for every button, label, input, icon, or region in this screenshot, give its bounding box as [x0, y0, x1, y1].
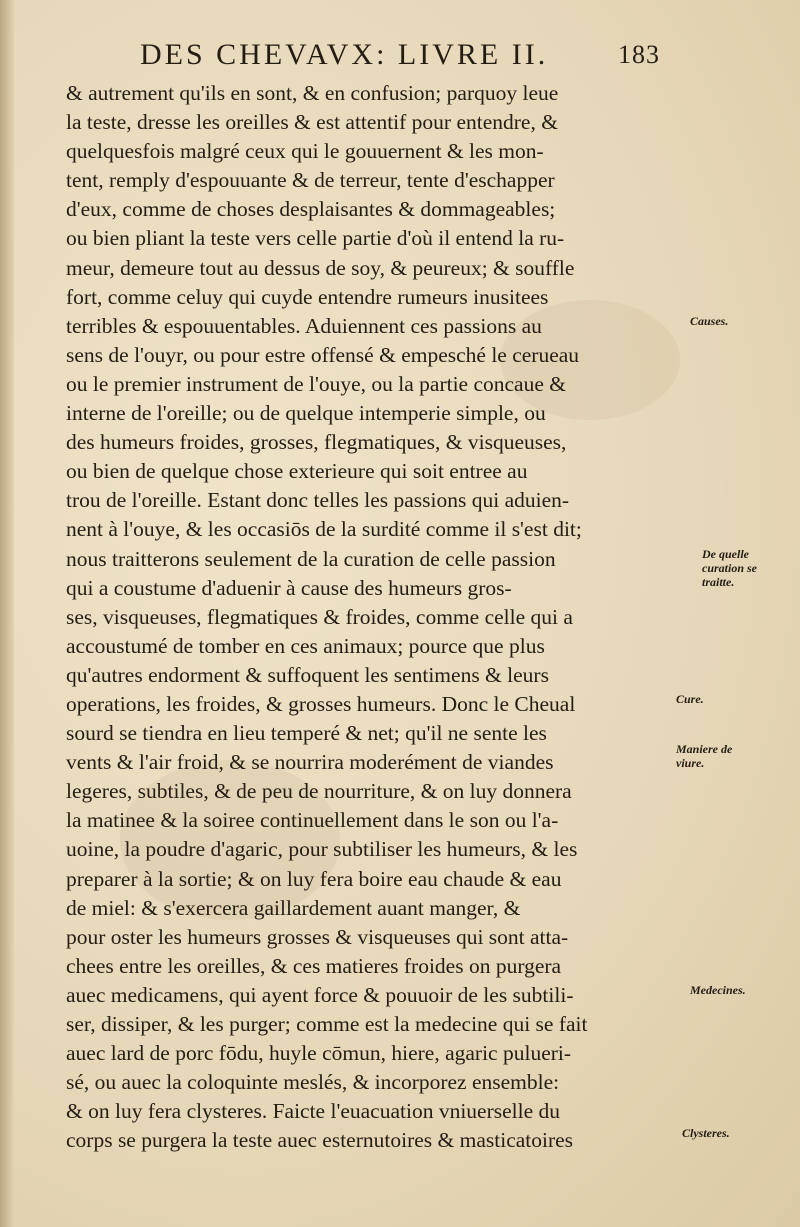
text-line: terribles & espouuentables. Aduiennent ces passions au	[66, 313, 542, 338]
text-line: la matinee & la soiree continuellement dans le son ou l'a-	[66, 808, 559, 833]
text-line: corps se purgera la teste auec esternutoires & masticatoires	[66, 1128, 574, 1153]
text-line: preparer à la sortie; & on luy fera boire eau chaude & eau	[66, 866, 562, 891]
text-line: operations, les froides, & grosses humeurs. Donc le Cheual	[66, 691, 576, 716]
margin-note-causes	[690, 314, 728, 328]
margin-note-medecines	[690, 983, 746, 997]
margin-note-line: Medecines.	[690, 983, 746, 998]
text-line: ser, dissiper, & les purger; comme est la medecine qui se fait	[66, 1012, 588, 1036]
running-title: DES CHEVAVX: LIVRE II.	[140, 38, 549, 71]
text-line: quelquesfois malgré ceux qui le gouuernent & les mon-	[66, 139, 544, 164]
text-line: meur, demeure tout au dessus de soy, & peureux; & souffle	[66, 255, 575, 280]
page-number: 183	[618, 40, 660, 69]
text-line: sourd se tiendra en lieu temperé & net; qu'il ne sente les	[66, 721, 547, 746]
text-line: tent, remply d'espouuante & de terreur, tente d'eschapper	[66, 168, 555, 193]
margin-note-clysteres	[682, 1126, 730, 1140]
margin-note-maniere-de-viure	[676, 742, 732, 770]
text-line: auec lard de porc fōdu, huyle cōmun, hiere, agaric pulueri-	[66, 1041, 572, 1066]
text-line: & autrement qu'ils en sont, & en confusion; parquoy leue	[66, 81, 559, 105]
text-line: nent à l'ouye, & les occasiōs de la surdité comme il s'est dit;	[66, 517, 582, 542]
text-line: ses, visqueuses, flegmatiques & froides, comme celle qui a	[66, 604, 573, 629]
text-line: vents & l'air froid, & se nourrira moderément de viandes	[66, 750, 554, 775]
text-line: auec medicamens, qui ayent force & pouuoir de les subtili-	[66, 982, 574, 1007]
text-line: legeres, subtiles, & de peu de nourriture, & on luy donnera	[66, 779, 572, 804]
text-line: sé, ou auec la coloquinte meslés, & incorporez ensemble:	[66, 1070, 560, 1095]
text-line: ou bien pliant la teste vers celle partie d'où il entend la ru-	[66, 226, 565, 251]
text-line: la teste, dresse les oreilles & est attentif pour entendre, &	[66, 110, 558, 135]
text-line: qu'autres endorment & suffoquent les sentimens & leurs	[66, 662, 549, 687]
text-line: pour oster les humeurs grosses & visqueuses qui sont atta-	[66, 924, 569, 949]
text-line: chees entre les oreilles, & ces matieres froides on purgera	[66, 953, 562, 978]
text-line: interne de l'oreille; ou de quelque intemperie simple, ou	[66, 401, 546, 426]
text-line: des humeurs froides, grosses, flegmatiques, & visqueuses,	[66, 430, 567, 455]
text-line: accoustumé de tomber en ces animaux; pource que plus	[66, 633, 545, 658]
text-line: ou le premier instrument de l'ouye, ou la partie concaue &	[66, 371, 566, 396]
text-line: trou de l'oreille. Estant donc telles les passions qui aduien-	[66, 488, 570, 513]
margin-note-cure	[676, 692, 704, 706]
margin-note-line: curation se	[702, 560, 758, 575]
text-line: uoine, la poudre d'agaric, pour subtiliser les humeurs, & les	[66, 837, 578, 862]
margin-note-line: Cure.	[676, 692, 704, 707]
text-line: qui a coustume d'aduenir à cause des humeurs gros-	[66, 575, 512, 600]
text-line: d'eux, comme de choses desplaisantes & dommageables;	[66, 197, 556, 222]
margin-note-line: Maniere de	[676, 741, 733, 756]
margin-note-de-quelle-curation	[702, 547, 757, 589]
text-line: nous traitterons seulement de la curation de celle passion	[66, 546, 556, 571]
margin-note-line: Clysteres.	[682, 1125, 730, 1140]
margin-note-line: viure.	[676, 755, 705, 770]
margin-note-line: De quelle	[702, 546, 749, 561]
margin-note-line: traitte.	[702, 574, 735, 589]
page-gutter-shadow	[0, 0, 14, 1227]
text-line: ou bien de quelque chose exterieure qui soit entree au	[66, 459, 528, 484]
text-line: & on luy fera clysteres. Faicte l'euacuation vniuerselle du	[66, 1099, 561, 1124]
text-line: fort, comme celuy qui cuyde entendre rumeurs inusitees	[66, 284, 549, 309]
main-text-block	[66, 79, 678, 1155]
text-line: sens de l'ouyr, ou pour estre offensé & empesché le cerueau	[66, 342, 580, 367]
text-line: de miel: & s'exercera gaillardement auant manger, &	[66, 895, 521, 920]
margin-note-line: Causes.	[690, 313, 729, 328]
running-header	[140, 38, 660, 78]
